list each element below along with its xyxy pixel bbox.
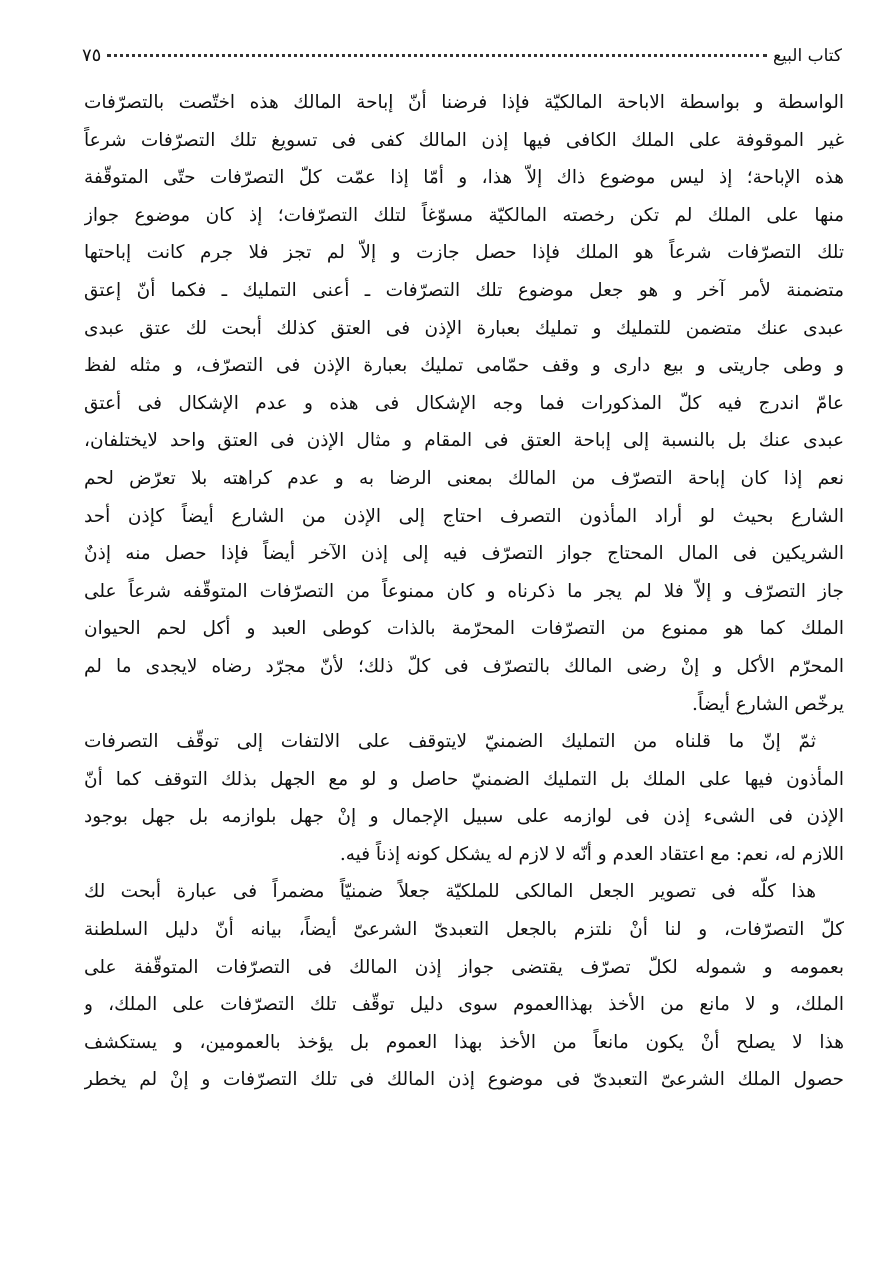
page-number: ٧٥ [82,45,102,66]
text-line: غير الموقوفة على الملك الكافى فيها إذن المالك كفى فى تسويغ تلك التصرّفات شرعاً [84,129,844,151]
page-body-text [84,84,844,1099]
running-header [82,26,842,66]
book-title: كتاب البيع [772,46,842,66]
text-line: المأذون فيها على الملك بل التمليك الضمنيّ حاصل و لو مع الجهل بذلك التوقف كما أنّ [84,768,844,790]
header-dot-leader [107,54,767,57]
text-line: عبدى عنك بل بالنسبة إلى إباحة العتق فى المقام و مثال الإذن فى العتق واحد لايختلفان، [84,430,844,452]
text-line: هذا لا يصلح أنْ يكون مانعاً من الأخذ بهذا العموم بل يؤخذ بالعمومين، و يستكشف [84,1031,844,1053]
text-line: الشارع بحيث لو أراد المأذون التصرف احتاج إلى الإذن من الشارع أيضاً كإذن أحد [84,505,844,527]
text-line: الملك كما هو ممنوع من التصرّفات المحرّمة بالذات كوطى العبد و أكل لحم الحيوان [84,618,844,640]
text-line: جاز التصرّف و إلاّ فلا لم يجر ما ذكرناه و كان ممنوعاً من التصرّفات المتوقّفه شرعاً على [84,580,844,602]
text-line: الملك، و لا مانع من الأخذ بهذاالعموم سوى دليل توقّف تلك التصرّفات على الملك، و [84,994,844,1016]
text-line: ثمّ إنّ ما قلناه من التمليك الضمنيّ لايتوقف على الالتفات إلى توقّف التصرفات [84,731,816,753]
text-line: المحرّم الأكل و إنْ رضى المالك بالتصرّف فى كلّ ذلك؛ لأنّ مجرّد رضاه لايجدى ما لم [84,655,844,677]
text-line: الشريكين فى المال المحتاج جواز التصرّف فيه إلى إذن الآخر أيضاً فإذا حصل منه إذنٌ [84,543,844,565]
text-line: يرخّص الشارع أيضاً. [692,693,844,715]
text-line: نعم إذا كان إباحة التصرّف من المالك بمعنى الرضا به و عدم كراهته بلا تعرّض لحم [84,467,844,489]
text-line: كلّ التصرّفات، و لنا أنْ نلتزم بالجعل التعبدىّ الشرعىّ أيضاً، بيانه أنّ دليل السلطنة [84,919,844,941]
text-line: هذا كلّه فى تصوير الجعل المالكى للملكيّة جعلاً ضمنيّاً مضمراً فى عبارة أبحت لك [84,881,816,903]
text-line: عبدى عنك متضمن للتمليك و تمليك بعبارة الإذن فى العتق كذلك أبحت لك عتق عبدى [84,317,844,339]
text-line: متضمنة لأمر آخر و هو جعل موضوع تلك التصرّفات ـ أعنى التمليك ـ فكما أنّ إعتق [84,279,844,301]
text-line: الواسطة و بواسطة الاباحة المالكيّة فإذا فرضنا أنّ إباحة المالك هذه اختّصت بالتصرّفات [84,92,844,113]
text-line: عامّ اندرج فيه كلّ المذكورات فما وجه الإشكال فى هذه و عدم الإشكال فى أعتق [84,392,844,414]
text-line: و وطى جاريتى و بيع دارى و وقف حمّامى تمليك بعبارة الإذن فى التصرّف، و مثله لفظ [84,355,844,377]
text-line: تلك التصرّفات شرعاً هو الملك فإذا حصل جازت و إلاّ لم تجز فلا جرم كانت إباحتها [84,242,844,264]
text-line: حصول الملك الشرعىّ التعبدىّ فى موضوع إذن المالك فى تلك التصرّفات و إنْ لم يخطر [84,1069,844,1091]
text-line: اللازم له، نعم: مع اعتقاد العدم و أنّه لا لازم له يشكل كونه إذناً فيه. [339,843,844,865]
text-line: منها على الملك لم تكن رخصته المالكيّة مسوّغاً لتلك التصرّفات؛ إذ كان موضوع جواز [84,204,844,226]
text-line: الإذن فى الشىء إذن فى لوازمه على سبيل الإجمال و إنْ جهل بلوازمه بل جهل بوجود [84,806,844,828]
text-line: هذه الإباحة؛ إذ ليس موضوع ذاك إلاّ هذا، و أمّا إذا عمّت كلّ التصرّفات حتّى المتوقّفة [84,167,844,189]
text-line: بعمومه و شموله لكلّ تصرّف يقتضى جواز إذن المالك فى التصرّفات المتوقّفة على [84,956,844,978]
